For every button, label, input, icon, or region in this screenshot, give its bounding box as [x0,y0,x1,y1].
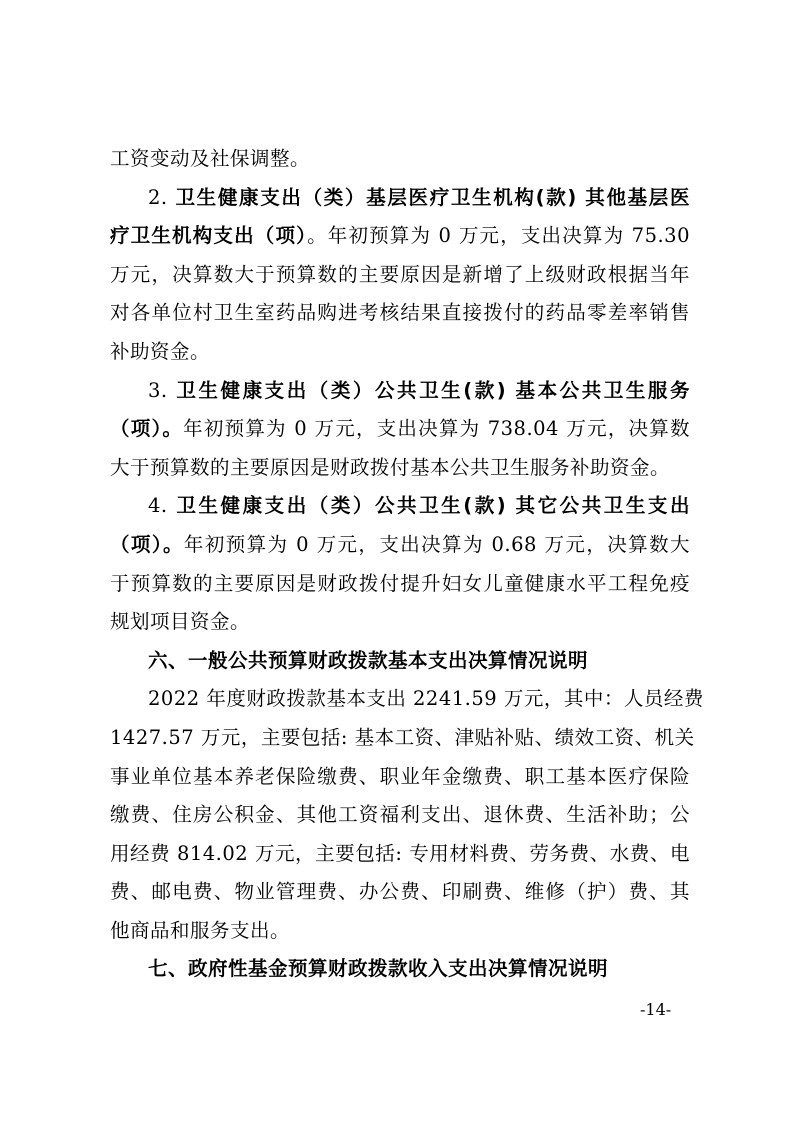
item-number: 3. [148,378,177,402]
section-heading-7: 七、政府性基金预算财政拨款收入支出决算情况说明 [148,957,609,981]
item-heading: 卫生健康支出（类）公共卫生(款) 其它公共卫生支出 [176,494,690,518]
text-span: 年初预算为 0 万元，支出决算为 738.04 万元，决算数 [183,417,690,441]
item-heading: 卫生健康支出（类）基层医疗卫生机构(款) 其他基层医 [175,185,690,209]
text-line [110,526,690,565]
section-heading-6: 六、一般公共预算财政拨款基本支出决算情况说明 [148,648,589,672]
text-line: 工资变动及社保调整。 [110,147,311,170]
text-line: 用经费 814.02 万元，主要包括: 专用材料费、劳务费、水费、电 [110,841,690,865]
item-number: 4. [148,494,177,518]
item-heading: 疗卫生机构支出（项） [110,224,308,248]
item-2-title [110,179,690,218]
item-heading: （项）。 [110,532,184,556]
text-line: 费、邮电费、物业管理费、办公费、印刷费、维修（护）费、其 [110,880,690,904]
item-4-title [110,487,690,526]
text-line: 2022 年度财政拨款基本支出 2241.59 万元，其中：人员经费 [148,687,704,711]
text-line: 补助资金。 [110,339,211,363]
item-number: 2. [148,185,176,209]
text-line: 他商品和服务支出。 [110,918,291,942]
item-heading: 卫生健康支出（类）公共卫生(款) 基本公共卫生服务 [176,378,690,402]
text-line [110,410,690,449]
text-line: 缴费、住房公积金、其他工资福利支出、退休费、生活补助；公 [110,803,690,827]
text-line: 事业单位基本养老保险缴费、职业年金缴费、职工基本医疗保险 [110,764,690,788]
item-heading: （项）。 [110,417,184,441]
item-3-title [110,372,690,411]
text-line [110,217,690,256]
text-line: 万元，决算数大于预算数的主要原因是新增了上级财政根据当年 [110,262,690,286]
text-line: 大于预算数的主要原因是财政拨付基本公共卫生服务补助资金。 [110,455,671,479]
text-line: 于预算数的主要原因是财政拨付提升妇女儿童健康水平工程免疫 [110,571,690,595]
text-line: 1427.57 万元，主要包括: 基本工资、津贴补贴、绩效工资、机关 [110,725,695,749]
document-body [110,140,704,989]
text-span: 。年初预算为 0 万元，支出决算为 75.30 [307,224,690,248]
text-line: 规划项目资金。 [110,610,251,634]
text-line: 对各单位村卫生室药品购进考核结果直接拨付的药品零差率销售 [110,301,690,325]
text-span: 年初预算为 0 万元，支出决算为 0.68 万元，决算数大 [183,532,690,556]
page-number: -14- [640,1000,672,1019]
